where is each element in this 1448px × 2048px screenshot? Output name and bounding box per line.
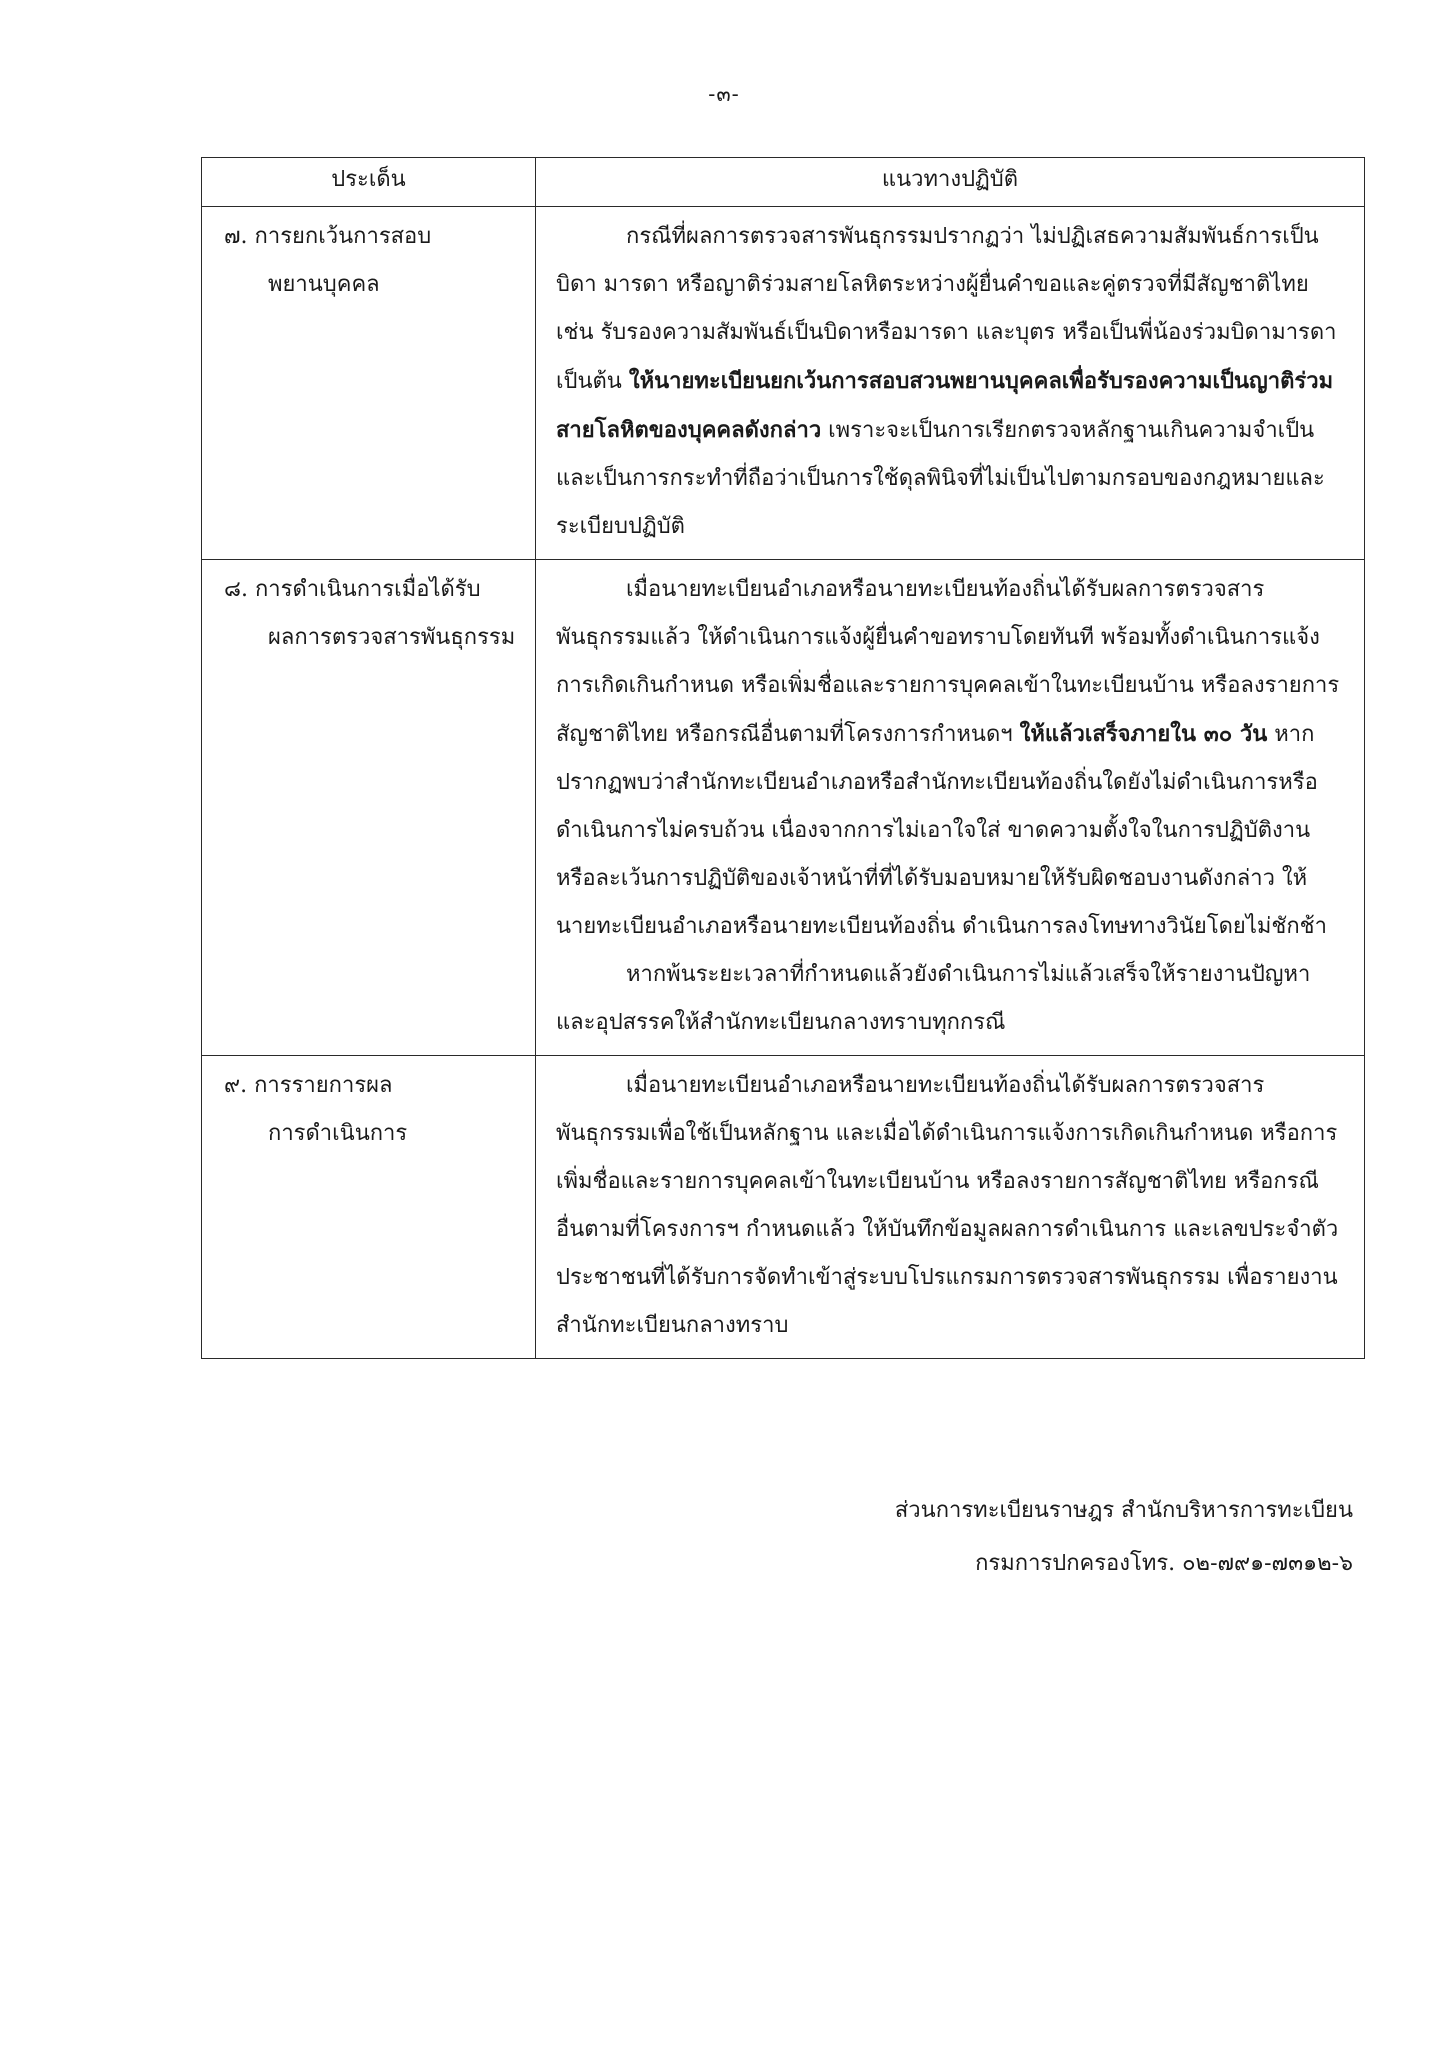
guideline-text: กรณีที่ผลการตรวจสารพันธุกรรมปรากฏว่า ไม่ปฏิเสธความสัมพันธ์การเป็นบิดา มารดา หรือญาติร่วมสายโลหิตระหว่างผู้ยื่นคำขอและคู่ตรวจที่มีสัญชาติไทย เช่น รับรองความสัมพันธ์เป็นบิดาหรือมารดา และบุตร หรือเป็นพี่น้องร่วมบิดามารดา เป็นต้น xyxy=(556,224,1337,394)
issue-title: ๗. การยกเว้นการสอบ xyxy=(224,224,432,249)
issue-title: ๙. การรายการผล xyxy=(224,1073,393,1098)
table-row xyxy=(202,207,1365,560)
header-issue: ประเด็น xyxy=(202,158,536,207)
issue-cell xyxy=(202,1056,536,1359)
guideline-text: เมื่อนายทะเบียนอำเภอหรือนายทะเบียนท้องถิ่นได้รับผลการตรวจสารพันธุกรรมแล้ว ให้ดำเนินการแจ้งผู้ยื่นคำขอทราบโดยทันที พร้อมทั้งดำเนินการแจ้งการเกิดเกินกำหนด หรือเพิ่มชื่อและรายการบุคคลเข้าในทะเบียนบ้าน หรือลงรายการสัญชาติไทย หรือกรณีอื่นตามที่โครงการกำหนดฯ xyxy=(556,577,1340,747)
signature-department: ส่วนการทะเบียนราษฎร สำนักบริหารการทะเบียน xyxy=(894,1498,1353,1523)
guideline-emphasis: ให้แล้วเสร็จภายใน ๓๐ วัน xyxy=(1019,721,1268,747)
guideline-emphasis: ให้นายทะเบียนยกเว้นการสอบสวนพยานบุคคลเพื่อรับรองความเป็นญาติร่วมสายโลหิตของบุคคลดังกล่าว xyxy=(556,368,1334,443)
guideline-text: เมื่อนายทะเบียนอำเภอหรือนายทะเบียนท้องถิ่นได้รับผลการตรวจสารพันธุกรรมเพื่อใช้เป็นหลักฐาน และเมื่อได้ดำเนินการแจ้งการเกิดเกินกำหนด หรือการเพิ่มชื่อและรายการบุคคลเข้าในทะเบียนบ้าน หรือลงรายการสัญชาติไทย หรือกรณีอื่นตามที่โครงการฯ กำหนดแล้ว ให้บันทึกข้อมูลผลการดำเนินการ และเลขประจำตัวประชาชนที่ได้รับการจัดทำเข้าสู่ระบบโปรแกรมการตรวจสารพันธุกรรม เพื่อรายงานสำนักทะเบียนกลางทราบ xyxy=(556,1073,1339,1338)
guideline-text: หากปรากฏพบว่าสำนักทะเบียนอำเภอหรือสำนักทะเบียนท้องถิ่นใดยังไม่ดำเนินการหรือดำเนินการไม่ครบถ้วน เนื่องจากการไม่เอาใจใส่ ขาดความตั้งใจในการปฏิบัติงานหรือละเว้นการปฏิบัติของเจ้าหน้าที่ที่ได้รับมอบหมายให้รับผิดชอบงานดังกล่าว ให้นายทะเบียนอำเภอหรือนายทะเบียนท้องถิ่น ดำเนินการลงโทษทางวินัยโดยไม่ชักช้า xyxy=(556,722,1327,939)
issue-title: ๘. การดำเนินการเมื่อได้รับ xyxy=(224,577,481,602)
issue-cell xyxy=(202,207,536,560)
table-row xyxy=(202,1056,1365,1359)
guideline-text: เพราะจะเป็นการเรียกตรวจหลักฐานเกินความจำเป็น และเป็นการกระทำที่ถือว่าเป็นการใช้ดุลพินิจที่ไม่เป็นไปตามกรอบของกฎหมายและระเบียบปฏิบัติ xyxy=(556,418,1325,539)
guideline-paragraph xyxy=(556,1062,1344,1350)
table-row xyxy=(202,560,1365,1056)
guideline-paragraph xyxy=(556,213,1344,551)
guideline-text: หากพ้นระยะเวลาที่กำหนดแล้วยังดำเนินการไม่แล้วเสร็จให้รายงานปัญหาและอุปสรรคให้สำนักทะเบียนกลางทราบทุกกรณี xyxy=(556,962,1311,1035)
issue-title-continued: พยานบุคคล xyxy=(268,272,380,297)
table-header-row xyxy=(202,158,1365,207)
guideline-paragraph xyxy=(556,951,1344,1047)
issue-title-continued: ผลการตรวจสารพันธุกรรม xyxy=(268,625,516,650)
guideline-cell xyxy=(536,207,1365,560)
signature-contact: กรมการปกครองโทร. ๐๒-๗๙๑-๗๓๑๒-๖ xyxy=(975,1551,1353,1576)
page-number: -๓- xyxy=(708,82,740,106)
guideline-cell xyxy=(536,1056,1365,1359)
guideline-cell xyxy=(536,560,1365,1056)
guideline-table xyxy=(201,157,1365,1359)
issue-title-continued: การดำเนินการ xyxy=(268,1121,408,1146)
header-guideline: แนวทางปฏิบัติ xyxy=(536,158,1365,207)
guideline-paragraph xyxy=(556,566,1344,951)
issue-cell xyxy=(202,560,536,1056)
